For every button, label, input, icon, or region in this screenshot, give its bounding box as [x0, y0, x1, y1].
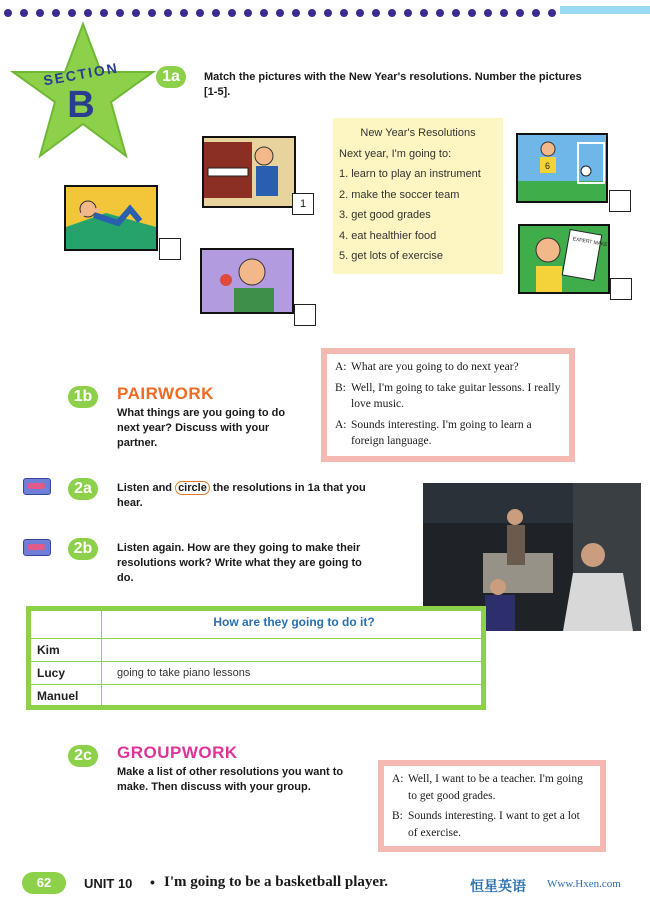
speaker: B:: [392, 810, 403, 822]
line-text: What are you going to do next year?: [351, 361, 519, 373]
border-dot: [164, 9, 172, 17]
dialog-line: [392, 808, 592, 841]
picture-eating: [200, 248, 294, 314]
speaker: A:: [335, 418, 347, 431]
border-dot: [212, 9, 220, 17]
border-dot: [260, 9, 268, 17]
border-dot: [516, 9, 524, 17]
footer-bullet: •: [150, 874, 155, 890]
note-item-4: 4. eat healthier food: [339, 229, 437, 242]
section-label: SECTION: [42, 59, 120, 89]
groupwork-title: GROUPWORK: [117, 743, 238, 762]
line-text: Well, I want to be a teacher. I'm going to get good grades.: [408, 773, 583, 802]
picture-report-card: [518, 224, 610, 294]
picture-soccer: [516, 133, 608, 203]
border-dot: [180, 9, 188, 17]
line-text: Sounds interesting. I want to get a lot of exercise.: [408, 810, 580, 839]
border-dot: [356, 9, 364, 17]
note-item-5: 5. get lots of exercise: [339, 250, 443, 262]
table-row: [31, 684, 481, 707]
border-dot: [324, 9, 332, 17]
exercise-1b-instruction: What things are you going to do next year? Discuss with your partner.: [117, 407, 286, 449]
exercise-2b-badge: 2b: [68, 538, 98, 560]
picture-exercise: [64, 185, 158, 251]
table-row: [31, 638, 481, 661]
dialog-line: [335, 380, 561, 413]
row-name: Manuel: [37, 689, 79, 703]
unit-label: UNIT 10: [84, 876, 133, 891]
watermark-cn: 恒星英语: [470, 878, 526, 894]
circled-word: circle: [175, 481, 210, 495]
answer-box-report-card[interactable]: [610, 278, 632, 300]
border-dot: [404, 9, 412, 17]
border-dot: [148, 9, 156, 17]
exercise-2a-badge: 2a: [68, 478, 98, 500]
exercise-2c-instruction: Make a list of other resolutions you want to make. Then discuss with your group.: [117, 766, 344, 793]
row-name: Kim: [37, 643, 60, 657]
line-text: Well, I'm going to take guitar lessons. I really love music.: [351, 381, 561, 410]
dialog-line: [335, 417, 561, 450]
picture-piano: [202, 136, 296, 208]
border-dot: [452, 9, 460, 17]
border-dot: [196, 9, 204, 17]
pairwork-title: PAIRWORK: [117, 384, 214, 403]
table-header: How are they going to do it?: [213, 615, 375, 629]
note-item-2: 2. make the soccer team: [339, 188, 460, 201]
note-item-3: 3. get good grades: [339, 209, 431, 221]
border-dot: [388, 9, 396, 17]
cassette-icon: [23, 539, 51, 556]
note-lead: Next year, I'm going to:: [339, 147, 452, 160]
resolutions-note: [333, 118, 503, 274]
groupwork-dialog: [378, 760, 606, 852]
instruction-part: Listen and: [117, 482, 176, 494]
answer-box-soccer[interactable]: [609, 190, 631, 212]
answer-box-piano[interactable]: 1: [292, 193, 314, 215]
border-dot: [436, 9, 444, 17]
row-answer[interactable]: going to take piano lessons: [117, 667, 251, 679]
border-dot: [292, 9, 300, 17]
instruction-part: the resolutions in 1a that you hear.: [117, 482, 366, 509]
exercise-2c-badge: 2c: [68, 745, 98, 767]
exercise-1a-instruction: Match the pictures with the New Year's resolutions. Number the pictures [1-5].: [204, 71, 582, 98]
border-dot: [244, 9, 252, 17]
border-dot: [228, 9, 236, 17]
page-number: 62: [22, 872, 66, 894]
border-dot: [308, 9, 316, 17]
watermark-url: Www.Hxen.com: [547, 878, 621, 890]
border-dot: [468, 9, 476, 17]
border-dot: [500, 9, 508, 17]
note-title: New Year's Resolutions: [360, 127, 476, 139]
border-dot: [20, 9, 28, 17]
cassette-icon: [23, 478, 51, 495]
border-dot: [420, 9, 428, 17]
report-card-text: EXPERT MAKE: [572, 236, 608, 249]
answer-box-exercise[interactable]: [159, 238, 181, 260]
soccer-shirt-number: 6: [545, 161, 551, 171]
section-letter: B: [67, 84, 95, 126]
border-dot: [372, 9, 380, 17]
unit-title: I'm going to be a basketball player.: [164, 874, 389, 890]
border-dot: [340, 9, 348, 17]
exercise-2a-instruction: [117, 481, 377, 511]
border-dot: [4, 9, 12, 17]
border-dot: [132, 9, 140, 17]
dialog-line: [392, 771, 592, 804]
pairwork-dialog: [321, 348, 575, 462]
border-dot: [276, 9, 284, 17]
border-dot: [532, 9, 540, 17]
exercise-2b-instruction: Listen again. How are they going to make their resolutions work? Write what they are going to do.: [117, 542, 362, 584]
exercise-1a-badge: 1a: [156, 66, 186, 88]
dialog-line: [335, 359, 561, 376]
border-dot: [100, 9, 108, 17]
resolutions-table: [26, 606, 486, 710]
speaker: A:: [335, 361, 347, 373]
border-dot: [116, 9, 124, 17]
speaker: A:: [392, 773, 404, 785]
border-dot: [548, 9, 556, 17]
note-item-1: 1. learn to play an instrument: [339, 168, 481, 180]
row-name: Lucy: [37, 666, 66, 680]
top-dotted-border: [0, 6, 650, 20]
border-dot: [36, 9, 44, 17]
table-row: [31, 661, 481, 684]
line-text: Sounds interesting. I'm going to learn a foreign language.: [351, 418, 532, 447]
border-dot: [68, 9, 76, 17]
exercise-1b-badge: 1b: [68, 386, 98, 408]
border-dot: [84, 9, 92, 17]
speaker: B:: [335, 381, 346, 394]
border-dot: [52, 9, 60, 17]
border-dot: [484, 9, 492, 17]
answer-box-eating[interactable]: [294, 304, 316, 326]
